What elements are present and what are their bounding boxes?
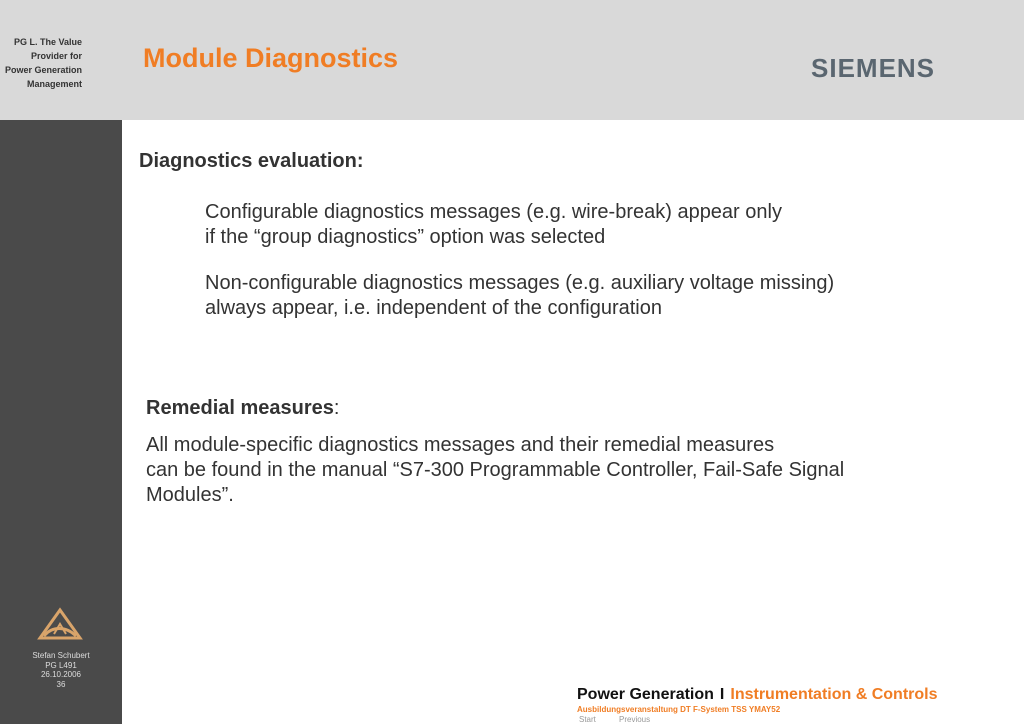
author-info [0,651,122,689]
footer-separator: I [719,686,725,703]
footer-left: Power Generation [577,686,714,703]
org-line: PG L. The Value [13,37,82,47]
footer-title [577,686,937,704]
siemens-logo: SIEMENS [811,53,936,83]
text-line: can be found in the manual “S7-300 Programmable Controller, Fail-Safe Signal [146,459,845,481]
paragraph-configurable [205,200,782,250]
heading-diagnostics-evaluation: Diagnostics evaluation: [139,150,364,172]
org-line: Provider for [30,51,82,61]
paragraph-non-configurable [205,271,834,321]
heading-colon: : [333,397,340,419]
author-name: Stefan Schubert [32,651,90,660]
company-logo-icon [36,606,84,644]
author-code: PG L491 [45,660,77,670]
footer-right: Instrumentation & Controls [730,686,938,703]
page-number: 36 [56,679,66,689]
text-line: Modules”. [146,484,234,506]
page-title: Module Diagnostics [143,43,399,73]
text-line: always appear, i.e. independent of the configuration [205,297,662,319]
text-line: Configurable diagnostics messages (e.g. wire-break) appear only [205,201,782,223]
paragraph-remedial [146,433,844,508]
org-tagline [5,35,82,91]
heading-remedial-measures [146,397,339,420]
slide-content [122,120,1024,680]
footer-subtitle: Ausbildungsveranstaltung DT F-System TSS YMAY52 [577,705,781,714]
text-line: All module-specific diagnostics messages and their remedial measures [146,434,775,456]
text-line: if the “group diagnostics” option was selected [205,226,606,248]
date: 26.10.2006 [40,670,82,679]
org-line: Power Generation [4,65,82,75]
heading-text: Remedial measures [146,397,334,419]
nav-previous-link[interactable]: Previous [619,715,651,724]
text-line: Non-configurable diagnostics messages (e.g. auxiliary voltage missing) [205,272,835,294]
nav-start-link[interactable]: Start [579,715,596,724]
org-line: Management [26,79,82,89]
